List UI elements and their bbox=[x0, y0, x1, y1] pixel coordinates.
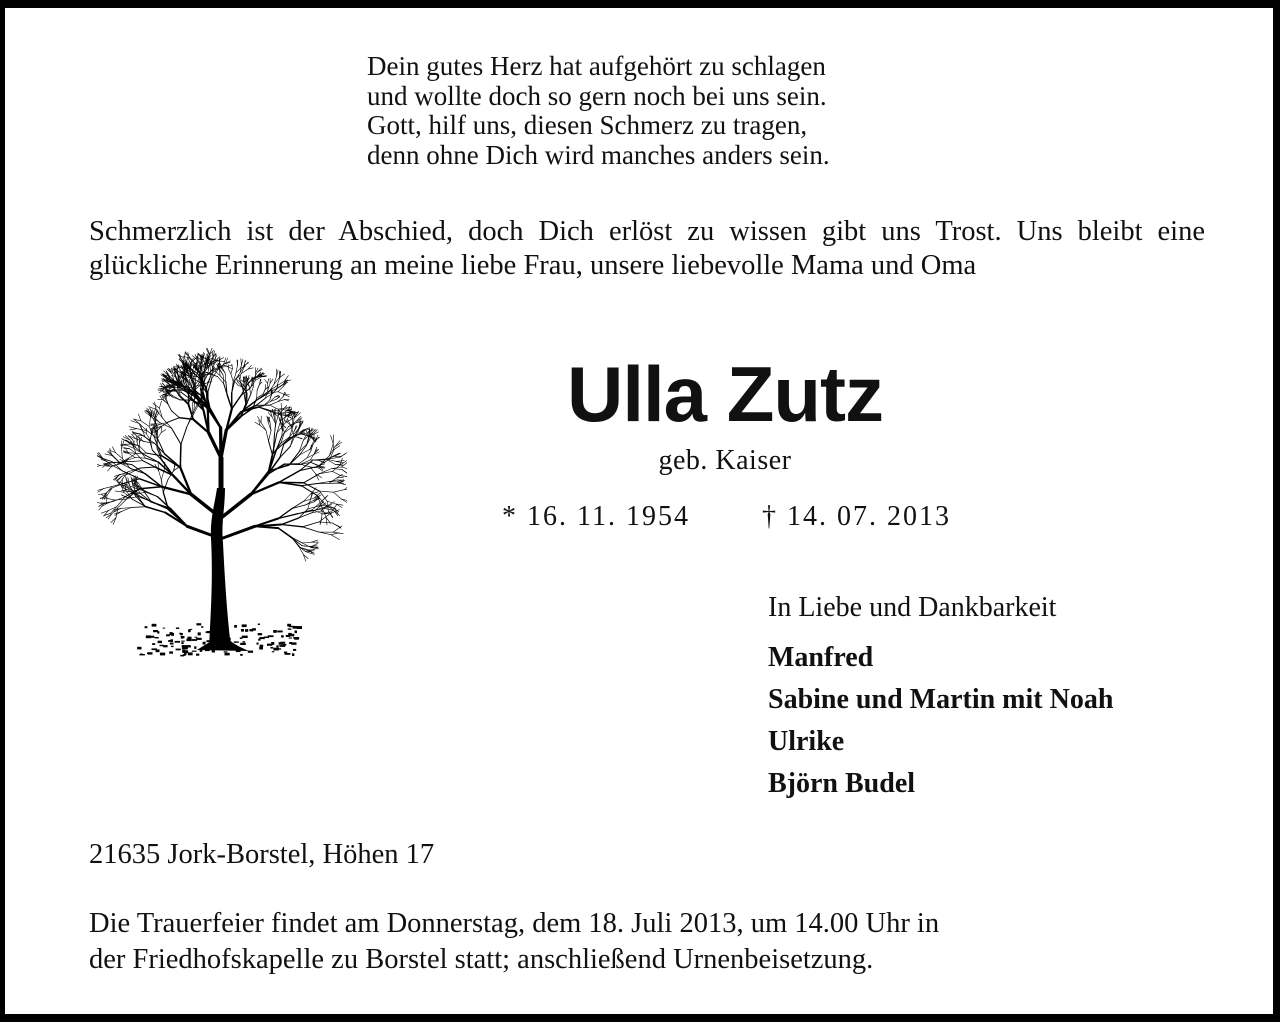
poem-line: und wollte doch so gern noch bei uns sein. bbox=[367, 80, 827, 111]
address: 21635 Jork-Borstel, Höhen 17 bbox=[89, 839, 435, 870]
memorial-poem bbox=[367, 52, 830, 170]
funeral-line: der Friedhofskapelle zu Borstel statt; anschließend Urnenbeisetzung. bbox=[89, 944, 874, 975]
family-member: Manfred bbox=[768, 642, 874, 673]
signoff-text: In Liebe und Dankbarkeit bbox=[768, 592, 1057, 623]
maiden-name: geb. Kaiser bbox=[658, 445, 792, 476]
tree-icon bbox=[97, 348, 347, 668]
poem-line: Dein gutes Herz hat aufgehört zu schlagen bbox=[367, 51, 826, 81]
funeral-line: Die Trauerfeier findet am Donnerstag, dem 18. Juli 2013, um 14.00 Uhr in bbox=[89, 908, 940, 939]
family-member: Sabine und Martin mit Noah bbox=[768, 684, 1114, 715]
family-list bbox=[768, 637, 1113, 805]
deceased-name: Ulla Zutz bbox=[567, 350, 883, 438]
family-member: Ulrike bbox=[768, 726, 845, 757]
family-member: Björn Budel bbox=[768, 768, 916, 799]
birth-date: * 16. 11. 1954 bbox=[502, 501, 690, 532]
poem-line: Gott, hilf uns, diesen Schmerz zu tragen, bbox=[367, 110, 808, 140]
intro-text: Schmerzlich ist der Abschied, doch Dich erlöst zu wissen gibt uns Trost. Uns bleibt eine glückliche Erinnerung an meine liebe Frau, unsere liebevolle Mama und Oma bbox=[89, 216, 1205, 281]
death-date: † 14. 07. 2013 bbox=[762, 501, 951, 532]
funeral-notice bbox=[89, 906, 1205, 978]
poem-line: denn ohne Dich wird manches anders sein. bbox=[367, 139, 830, 170]
